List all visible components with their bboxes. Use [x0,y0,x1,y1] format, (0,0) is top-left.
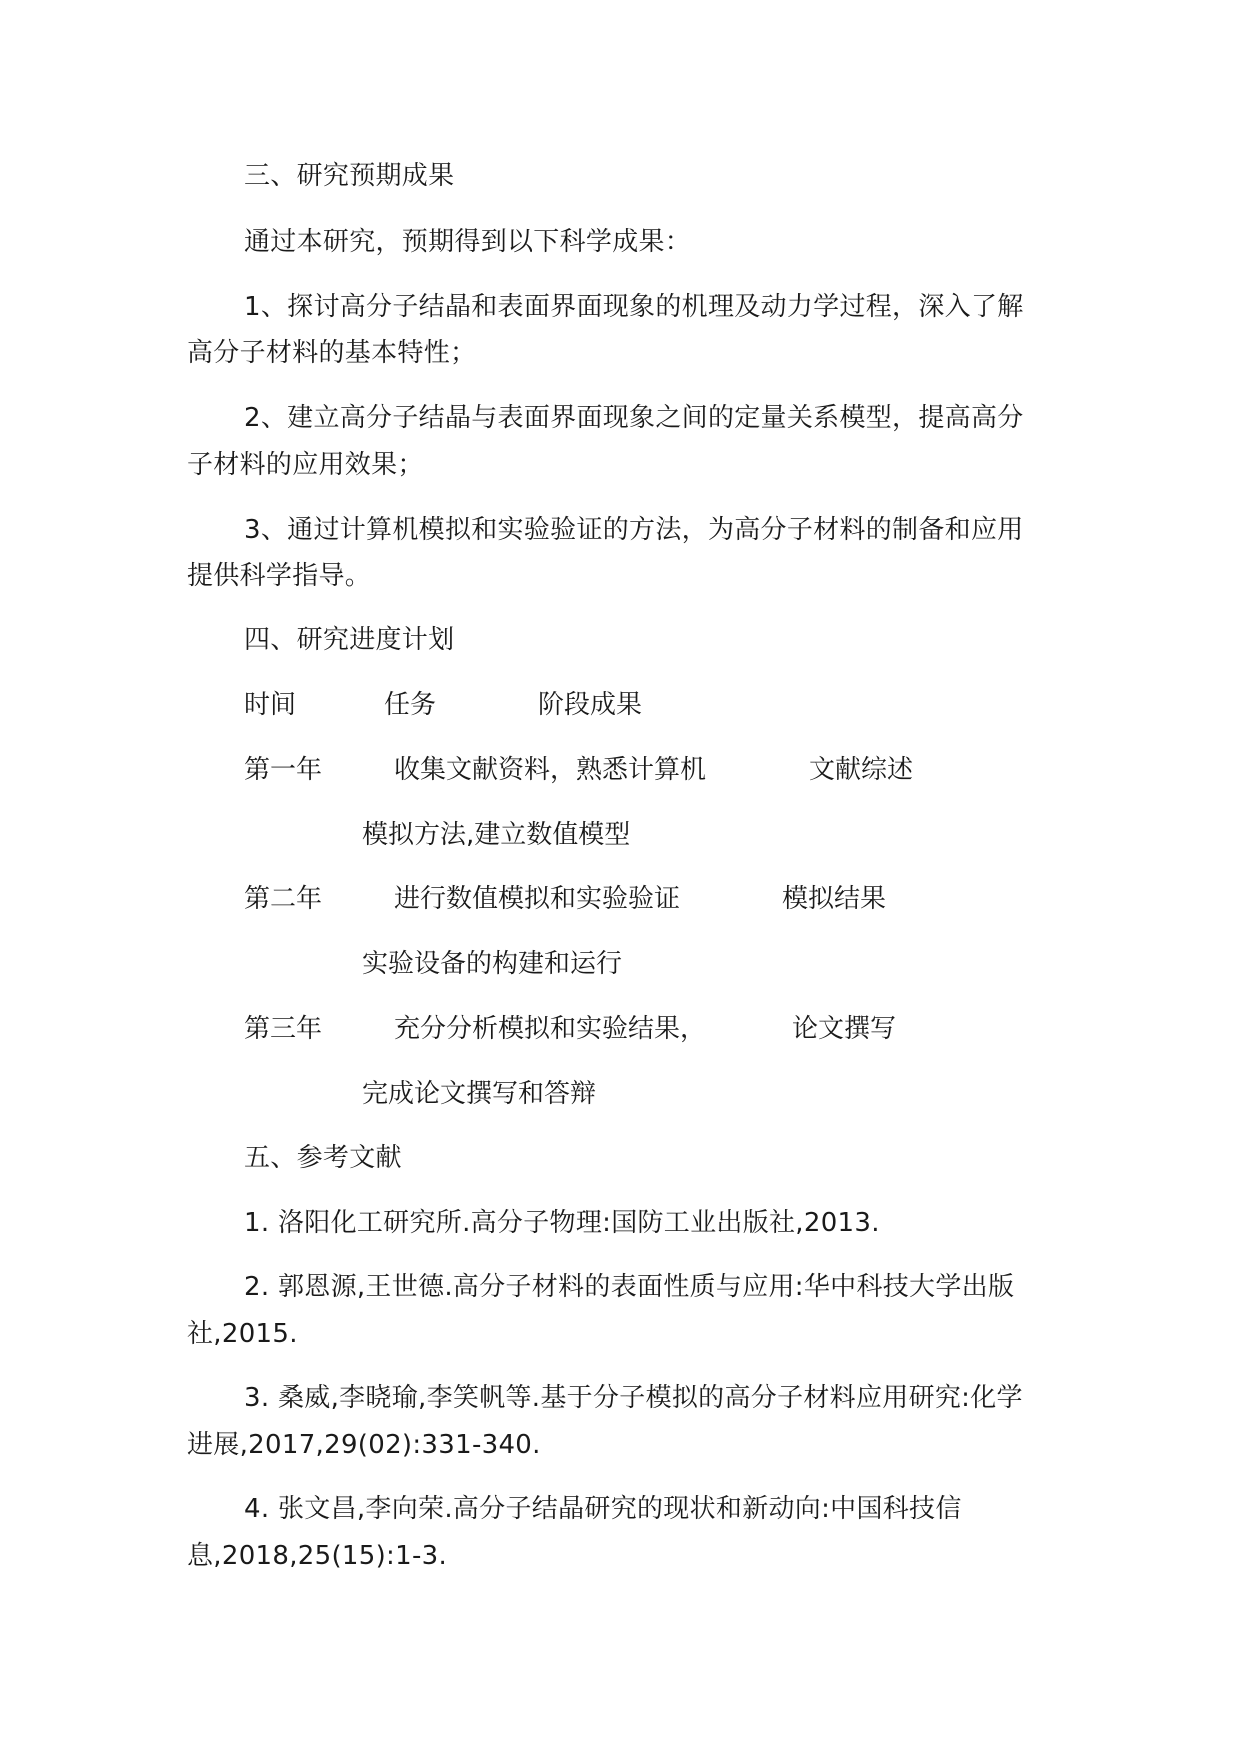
section-5-heading: 五、参考文献 [244,1143,402,1173]
outcome-item-1-line-2: 高分子材料的基本特性； [187,338,477,368]
schedule-row-3-time: 第三年 [244,1014,323,1044]
schedule-header-task: 任务 [384,690,437,720]
section-3-intro: 通过本研究，预期得到以下科学成果： [244,227,692,257]
section-3-heading: 三、研究预期成果 [244,161,455,191]
schedule-row-1-task-line-1: 收集文献资料，熟悉计算机 [394,755,707,785]
schedule-row-1-task-line-2: 模拟方法,建立数值模型 [362,820,631,850]
schedule-row-2-result: 模拟结果 [782,884,887,914]
outcome-item-2-line-2: 子材料的应用效果； [187,450,424,480]
schedule-header-result: 阶段成果 [538,690,643,720]
schedule-row-3-task-line-2: 完成论文撰写和答辩 [362,1079,597,1109]
schedule-row-1-time: 第一年 [244,755,323,785]
schedule-header-time: 时间 [244,690,297,720]
outcome-item-3-line-2: 提供科学指导。 [187,561,372,591]
reference-3-line-1: 3. 桑威,李晓瑜,李笑帆等.基于分子模拟的高分子材料应用研究:化学 [244,1383,1023,1413]
schedule-row-2-task-line-1: 进行数值模拟和实验验证 [394,884,681,914]
outcome-item-2-line-1: 2、建立高分子结晶与表面界面现象之间的定量关系模型，提高高分 [244,403,1024,433]
schedule-row-1-result: 文献综述 [809,755,914,785]
reference-1: 1. 洛阳化工研究所.高分子物理:国防工业出版社,2013. [244,1208,880,1238]
section-4-heading: 四、研究进度计划 [244,625,455,655]
reference-3-line-2: 进展,2017,29(02):331-340. [187,1430,541,1460]
schedule-row-2-task-line-2: 实验设备的构建和运行 [362,949,623,979]
outcome-item-3-line-1: 3、通过计算机模拟和实验验证的方法，为高分子材料的制备和应用 [244,515,1024,545]
reference-4-line-2: 息,2018,25(15):1-3. [187,1541,448,1571]
reference-2-line-1: 2. 郭恩源,王世德.高分子材料的表面性质与应用:华中科技大学出版 [244,1272,1015,1302]
reference-2-line-2: 社,2015. [187,1319,298,1349]
schedule-row-3-task-line-1: 充分分析模拟和实验结果， [394,1014,707,1044]
schedule-row-2-time: 第二年 [244,884,323,914]
schedule-row-3-result: 论文撰写 [792,1014,897,1044]
reference-4-line-1: 4. 张文昌,李向荣.高分子结晶研究的现状和新动向:中国科技信 [244,1494,962,1524]
outcome-item-1-line-1: 1、探讨高分子结晶和表面界面现象的机理及动力学过程，深入了解 [244,292,1024,322]
